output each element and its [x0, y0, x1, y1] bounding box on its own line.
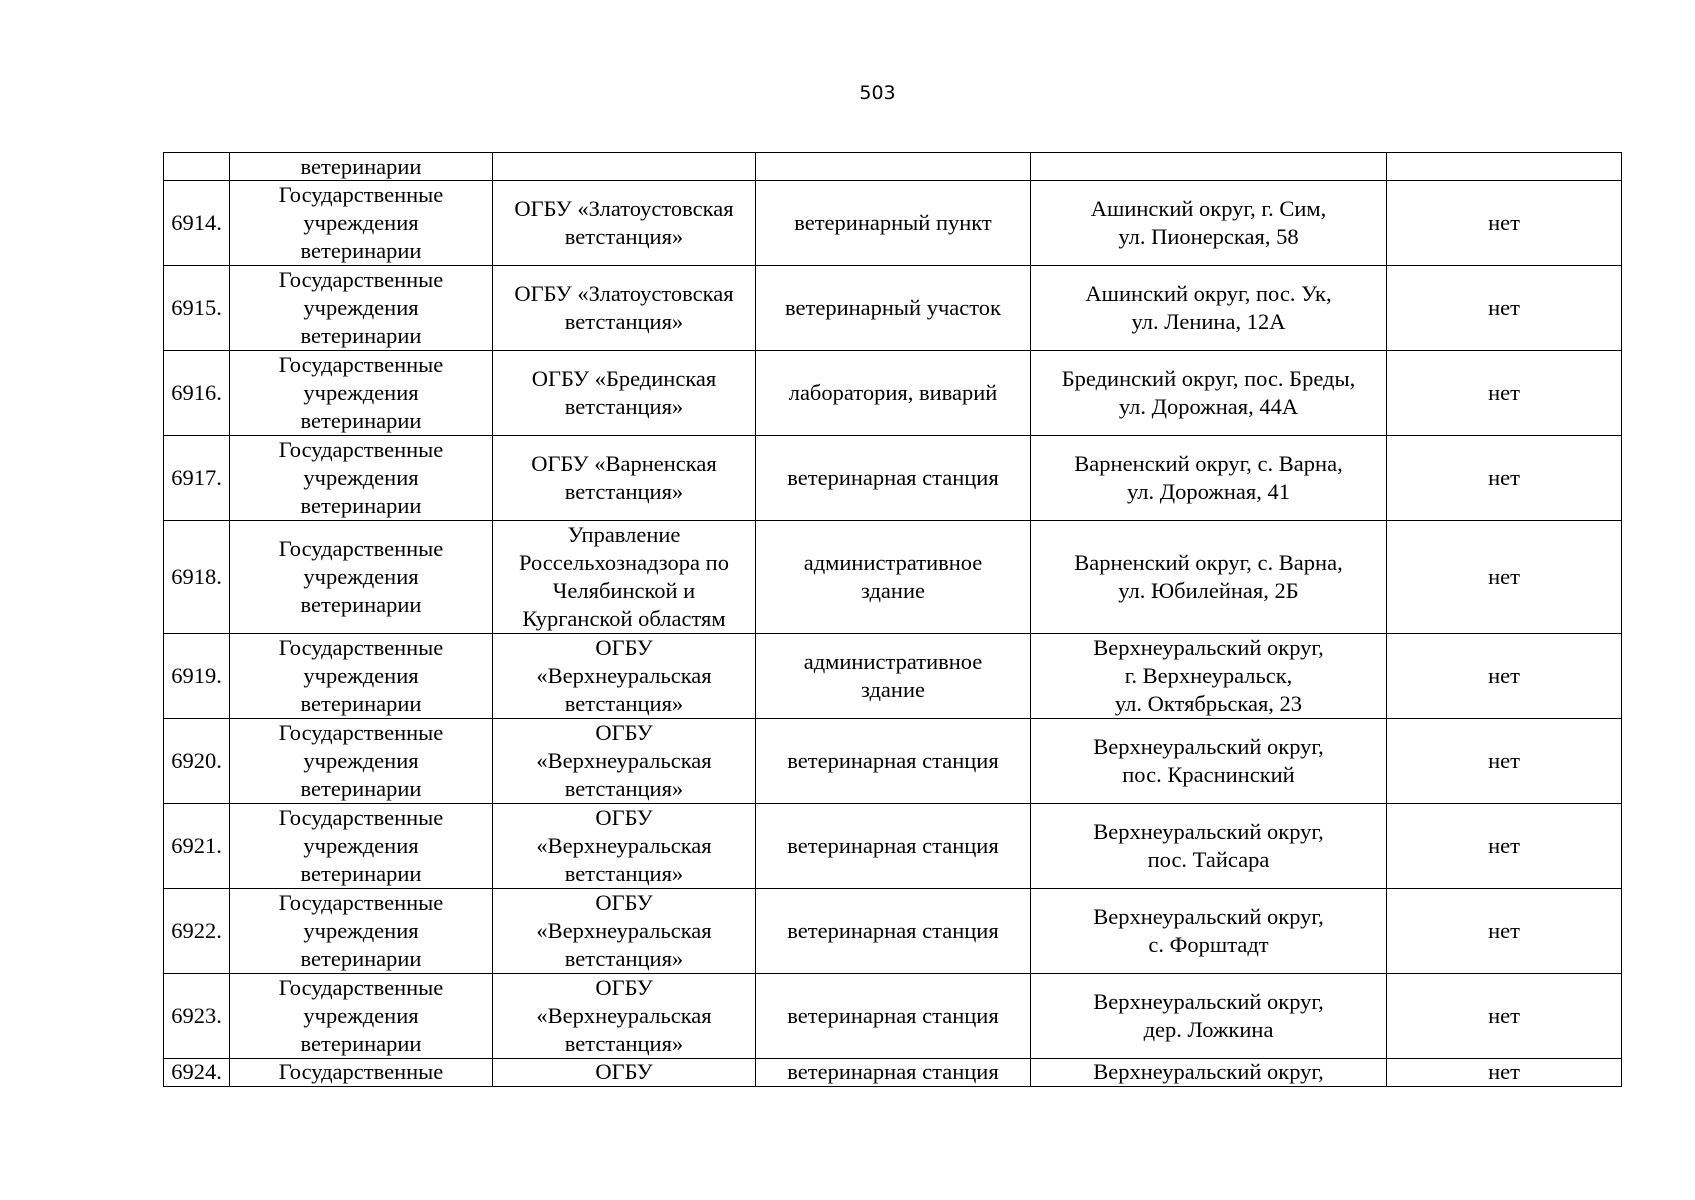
cell-flag: нет	[1387, 181, 1622, 266]
cell-organization	[493, 804, 756, 889]
cell-institution-type-line: Государственные	[278, 182, 444, 207]
registry-table	[163, 152, 1622, 1087]
cell-institution-type-line: учреждения	[303, 663, 419, 688]
cell-object	[756, 153, 1031, 181]
cell-organization-line: ОГБУ «Златоустовская	[514, 196, 734, 221]
cell-address-line: ул. Юбилейная, 2Б	[1118, 578, 1299, 603]
cell-address-line: Ашинский округ, г. Сим,	[1090, 196, 1327, 221]
cell-organization	[493, 436, 756, 521]
cell-object-line: административное	[803, 649, 983, 674]
cell-institution-type-line: ветеринарии	[300, 408, 422, 433]
cell-institution-type-line: ветеринарии	[300, 776, 422, 801]
cell-address	[1031, 266, 1387, 351]
cell-organization-line: ОГБУ «Брединская	[531, 366, 717, 391]
cell-organization-line: ветстанция»	[564, 479, 684, 504]
cell-flag: нет	[1387, 634, 1622, 719]
cell-organization-line: ОГБУ «Златоустовская	[514, 281, 734, 306]
cell-address-line: Верхнеуральский округ,	[1093, 989, 1324, 1014]
cell-number: 6921.	[164, 804, 230, 889]
cell-institution-type-line: Государственные	[278, 890, 444, 915]
cell-institution-type-line: ветеринарии	[300, 592, 422, 617]
cell-organization	[493, 889, 756, 974]
cell-address-line: ул. Ленина, 12А	[1131, 309, 1286, 334]
table-row	[164, 1059, 1622, 1087]
cell-address-line: пос. Тайсара	[1147, 847, 1270, 872]
cell-institution-type	[230, 634, 493, 719]
cell-number: 6920.	[164, 719, 230, 804]
cell-address	[1031, 634, 1387, 719]
cell-organization-line: ОГБУ «Варненская	[531, 451, 717, 476]
cell-institution-type-line: учреждения	[303, 295, 419, 320]
cell-address	[1031, 521, 1387, 634]
cell-institution-type	[230, 351, 493, 436]
cell-object-line: ветеринарная станция	[787, 465, 999, 490]
table-row	[164, 634, 1622, 719]
table-row	[164, 804, 1622, 889]
table-row	[164, 889, 1622, 974]
cell-object-line: здание	[861, 677, 925, 702]
cell-organization	[493, 153, 756, 181]
cell-address-line: Верхнеуральский округ,	[1093, 1059, 1324, 1084]
cell-number: 6917.	[164, 436, 230, 521]
cell-flag: нет	[1387, 889, 1622, 974]
cell-address-line: ул. Дорожная, 41	[1127, 479, 1290, 504]
cell-object-line: ветеринарная станция	[787, 833, 999, 858]
cell-organization-line: «Верхнеуральская	[536, 1003, 712, 1028]
cell-institution-type	[230, 974, 493, 1059]
cell-institution-type-line: Государственные	[278, 805, 444, 830]
cell-institution-type-line: ветеринарии	[300, 861, 422, 886]
cell-institution-type	[230, 436, 493, 521]
cell-institution-type-line: ветеринарии	[300, 691, 422, 716]
cell-organization-line: ветстанция»	[564, 861, 684, 886]
cell-number: 6924.	[164, 1059, 230, 1087]
cell-institution-type	[230, 266, 493, 351]
cell-institution-type-line: Государственные	[278, 720, 444, 745]
cell-object	[756, 889, 1031, 974]
cell-organization-line: ОГБУ	[595, 805, 653, 830]
cell-flag: нет	[1387, 804, 1622, 889]
cell-address-line: ул. Пионерская, 58	[1118, 224, 1299, 249]
cell-institution-type-line: ветеринарии	[300, 1031, 422, 1056]
cell-institution-type-line: учреждения	[303, 833, 419, 858]
cell-address	[1031, 719, 1387, 804]
cell-address	[1031, 351, 1387, 436]
table-row	[164, 521, 1622, 634]
cell-organization-line: Россельхознадзора по	[519, 550, 729, 575]
cell-institution-type-line: Государственные	[278, 1059, 444, 1084]
cell-address	[1031, 436, 1387, 521]
cell-institution-type-line: Государственные	[278, 437, 444, 462]
cell-institution-type-line: ветеринарии	[300, 238, 422, 263]
cell-object-line: здание	[861, 578, 925, 603]
cell-address	[1031, 181, 1387, 266]
cell-institution-type-line: ветеринарии	[300, 493, 422, 518]
cell-object	[756, 974, 1031, 1059]
cell-object-line: ветеринарная станция	[787, 748, 999, 773]
cell-number: 6918.	[164, 521, 230, 634]
cell-institution-type-line: Государственные	[278, 635, 444, 660]
cell-flag: нет	[1387, 266, 1622, 351]
cell-institution-type	[230, 521, 493, 634]
table-row	[164, 719, 1622, 804]
cell-organization-line: Челябинской и	[552, 578, 696, 603]
cell-object	[756, 804, 1031, 889]
cell-address-line: Верхнеуральский округ,	[1093, 635, 1324, 660]
cell-flag: нет	[1387, 436, 1622, 521]
cell-organization	[493, 634, 756, 719]
cell-object	[756, 351, 1031, 436]
cell-institution-type-line: ветеринарии	[300, 946, 422, 971]
cell-address-line: дер. Ложкина	[1143, 1017, 1274, 1042]
cell-institution-type-line: ветеринарии	[300, 154, 422, 179]
cell-organization-line: ветстанция»	[564, 1031, 684, 1056]
cell-address	[1031, 153, 1387, 181]
cell-flag: нет	[1387, 1059, 1622, 1087]
cell-object	[756, 436, 1031, 521]
cell-organization-line: ОГБУ	[595, 720, 653, 745]
cell-address-line: Варненский округ, с. Варна,	[1074, 550, 1343, 575]
table-row-continuation	[164, 153, 1622, 181]
table-row	[164, 351, 1622, 436]
cell-organization	[493, 974, 756, 1059]
cell-address-line: пос. Краснинский	[1122, 762, 1295, 787]
cell-institution-type-line: Государственные	[278, 536, 444, 561]
cell-object-line: ветеринарная станция	[787, 1059, 999, 1084]
cell-institution-type	[230, 719, 493, 804]
cell-organization	[493, 181, 756, 266]
cell-institution-type-line: учреждения	[303, 1003, 419, 1028]
cell-number: 6922.	[164, 889, 230, 974]
cell-number: 6923.	[164, 974, 230, 1059]
cell-organization-line: «Верхнеуральская	[536, 748, 712, 773]
cell-address-line: Варненский округ, с. Варна,	[1074, 451, 1343, 476]
cell-organization	[493, 719, 756, 804]
cell-address	[1031, 804, 1387, 889]
cell-address-line: ул. Дорожная, 44А	[1118, 394, 1299, 419]
cell-institution-type-line: учреждения	[303, 748, 419, 773]
cell-address-line: Верхнеуральский округ,	[1093, 904, 1324, 929]
cell-object	[756, 521, 1031, 634]
cell-institution-type-line: учреждения	[303, 564, 419, 589]
cell-institution-type-line: учреждения	[303, 465, 419, 490]
cell-address-line: Верхнеуральский округ,	[1093, 819, 1324, 844]
cell-institution-type-line: Государственные	[278, 352, 444, 377]
cell-object-line: ветеринарный пункт	[794, 210, 992, 235]
table-row	[164, 974, 1622, 1059]
cell-organization-line: ОГБУ	[595, 975, 653, 1000]
cell-address	[1031, 889, 1387, 974]
cell-organization-line: ветстанция»	[564, 224, 684, 249]
cell-address	[1031, 974, 1387, 1059]
cell-institution-type	[230, 181, 493, 266]
cell-institution-type-line: Государственные	[278, 975, 444, 1000]
cell-flag: нет	[1387, 351, 1622, 436]
cell-object-line: лаборатория, виварий	[788, 380, 998, 405]
cell-organization-line: ОГБУ	[595, 1059, 653, 1084]
cell-institution-type-line: учреждения	[303, 210, 419, 235]
cell-number: 6915.	[164, 266, 230, 351]
cell-address-line: Верхнеуральский округ,	[1093, 734, 1324, 759]
cell-institution-type	[230, 1059, 493, 1087]
cell-organization-line: «Верхнеуральская	[536, 663, 712, 688]
cell-flag: нет	[1387, 974, 1622, 1059]
cell-number: 6916.	[164, 351, 230, 436]
cell-object-line: административное	[803, 550, 983, 575]
cell-address-line: с. Форштадт	[1148, 932, 1269, 957]
cell-organization-line: «Верхнеуральская	[536, 833, 712, 858]
cell-organization-line: ветстанция»	[564, 691, 684, 716]
cell-organization	[493, 351, 756, 436]
cell-object-line: ветеринарная станция	[787, 918, 999, 943]
cell-object-line: ветеринарный участок	[785, 295, 1001, 320]
cell-organization-line: ветстанция»	[564, 394, 684, 419]
cell-flag	[1387, 153, 1622, 181]
cell-number: 6914.	[164, 181, 230, 266]
cell-institution-type-line: учреждения	[303, 918, 419, 943]
cell-institution-type-line: учреждения	[303, 380, 419, 405]
cell-number	[164, 153, 230, 181]
cell-flag: нет	[1387, 719, 1622, 804]
cell-institution-type	[230, 804, 493, 889]
cell-organization	[493, 1059, 756, 1087]
cell-object	[756, 1059, 1031, 1087]
cell-organization-line: Курганской областям	[522, 606, 726, 631]
cell-organization-line: ОГБУ	[595, 890, 653, 915]
cell-flag: нет	[1387, 521, 1622, 634]
page-number: 503	[859, 82, 896, 104]
cell-object	[756, 266, 1031, 351]
cell-address-line: Ашинский округ, пос. Ук,	[1085, 281, 1332, 306]
cell-organization-line: ветстанция»	[564, 946, 684, 971]
cell-institution-type	[230, 153, 493, 181]
cell-organization	[493, 521, 756, 634]
cell-institution-type-line: ветеринарии	[300, 323, 422, 348]
table-row	[164, 436, 1622, 521]
cell-object	[756, 634, 1031, 719]
table-row	[164, 181, 1622, 266]
cell-object	[756, 719, 1031, 804]
cell-organization-line: Управление	[567, 522, 681, 547]
cell-institution-type-line: Государственные	[278, 267, 444, 292]
table-body	[164, 153, 1622, 1087]
cell-organization-line: ветстанция»	[564, 309, 684, 334]
cell-organization-line: ветстанция»	[564, 776, 684, 801]
cell-address-line: Брединский округ, пос. Бреды,	[1061, 366, 1356, 391]
cell-organization	[493, 266, 756, 351]
cell-object-line: ветеринарная станция	[787, 1003, 999, 1028]
cell-address-line: ул. Октябрьская, 23	[1114, 691, 1303, 716]
cell-institution-type	[230, 889, 493, 974]
cell-organization-line: ОГБУ	[595, 635, 653, 660]
table-row	[164, 266, 1622, 351]
cell-address-line: г. Верхнеуральск,	[1124, 663, 1293, 688]
cell-organization-line: «Верхнеуральская	[536, 918, 712, 943]
cell-object	[756, 181, 1031, 266]
cell-number: 6919.	[164, 634, 230, 719]
cell-address	[1031, 1059, 1387, 1087]
